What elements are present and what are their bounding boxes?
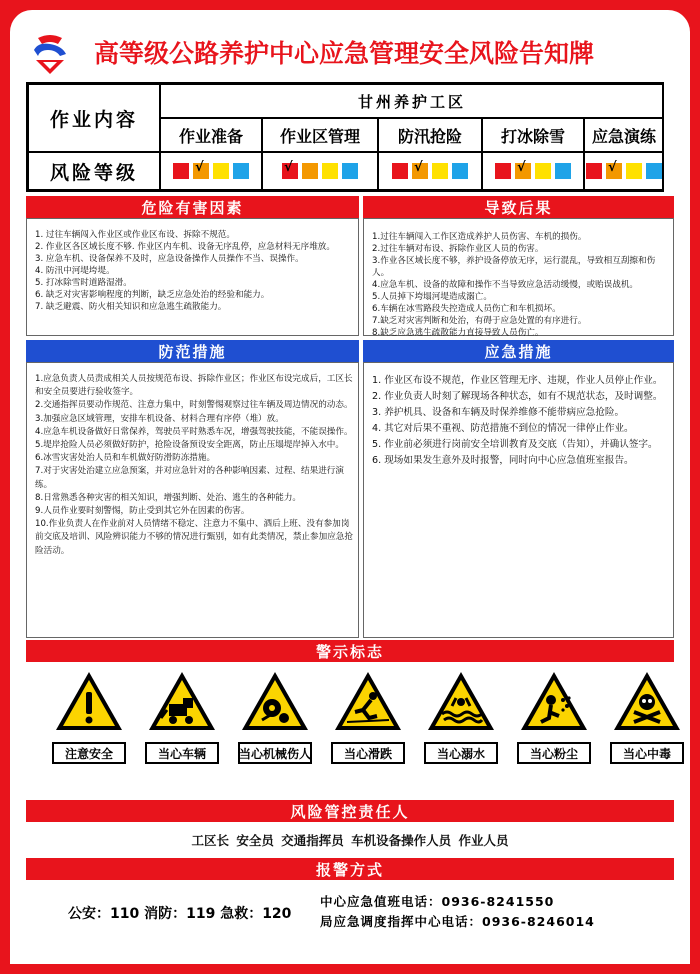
drowning-icon [426, 670, 496, 732]
risk-indicator [262, 152, 378, 190]
warning-sign [426, 670, 496, 761]
public-emergency-numbers: 公安：110 消防：119 急救：120 [68, 906, 292, 922]
list-item: 5.堤岸抢险人员必须做好防护，抢险设备预设安全距离，防止压塌堤岸掉入水中。 [35, 440, 344, 451]
category-cell: 作业准备 [160, 118, 262, 152]
dust-icon [519, 670, 589, 732]
list-item: 7.缺乏对灾害判断和处治，有碍于应急处置的有序进行。 [372, 316, 587, 326]
list-item: 5. 打冰除雪时道路湿滑。 [35, 278, 132, 288]
risk-square [342, 163, 358, 179]
list-item: 7.对于灾害处治建立应急预案，并对应急针对的各种影响因素、过程、结果进行演练。 [35, 466, 344, 490]
list-item: 2. 作业负责人时刻了解现场各种状态，如有不规范状态，及时调整。 [372, 391, 663, 402]
list-item: 4. 其它对后果不重视、防范措施不到位的情况一律停止作业。 [372, 423, 634, 434]
list-item: 2.交通指挥员要动作规范、注意力集中，时刻警惕观察过往车辆及周边情况的动态。 [35, 400, 353, 411]
warning-sign [239, 670, 312, 761]
warning-sign-label: 当心中毒 [610, 742, 684, 764]
hazards-title: 危险有害因素 [26, 196, 359, 218]
responsibility-people: 工区长 安全员 交通指挥员 车机设备操作人员 作业人员 [191, 833, 509, 848]
signs-title: 警示标志 [26, 640, 674, 662]
work-content-label: 作业内容 [28, 84, 160, 152]
list-item: 4.应急车机、设备的故障和操作不当导致应急活动缓慢，或贻误战机。 [372, 280, 639, 290]
list-item: 7. 缺乏避震、防火相关知识和应急逃生疏散能力。 [35, 302, 227, 312]
list-item: 1.过往车辆闯入工作区造成养护人员伤害、车机的损伤。 [372, 232, 587, 242]
prevention-box [26, 362, 359, 638]
dispatch-phone: 局应急调度指挥中心电话：0936-8246014 [320, 914, 595, 929]
risk-square [213, 163, 229, 179]
risk-indicator [378, 152, 482, 190]
emergency-box [363, 362, 674, 638]
signs-area [26, 662, 674, 790]
list-item: 3. 应急车机、设备保养不及时，应急设备操作人员操作不当、误操作。 [35, 254, 304, 264]
machinery-icon [240, 670, 310, 732]
risk-square [646, 163, 662, 179]
risk-square [555, 163, 571, 179]
list-item: 6. 现场如果发生意外及时报警，同时向中心应急值班室报告。 [372, 455, 634, 466]
category-cell: 应急演练 [584, 118, 664, 152]
warning-sign [147, 670, 217, 761]
header [10, 10, 690, 90]
warning-sign-label: 注意安全 [52, 742, 126, 764]
list-item: 8.日常熟悉各种灾害的相关知识，增强判断、处治、逃生的各种能力。 [35, 492, 302, 503]
warning-sign-label: 当心车辆 [145, 742, 219, 764]
list-item: 3.加强应急区域管理，安排车机设备、材料合理有序停（堆）放。 [35, 413, 284, 424]
prevention-list [35, 373, 353, 558]
list-item: 6.冰雪灾害处治人员和车机做好防滑防冻措施。 [35, 453, 216, 464]
exclamation-icon [54, 670, 124, 732]
warning-sign [612, 670, 682, 761]
warning-sign [519, 670, 589, 761]
prevention-title: 防范措施 [26, 340, 359, 362]
list-item: 2. 作业区各区域长度不够. 作业区内车机、设备无序乱停，应急材料无序堆放。 [35, 242, 335, 252]
risk-square [173, 163, 189, 179]
duty-phone: 中心应急值班电话：0936-8241550 [320, 894, 555, 909]
warning-sign-label: 当心机械伤人 [238, 742, 312, 764]
list-item: 9.人员作业要时刻警惕，防止受到其它外在因素的伤害。 [35, 506, 250, 517]
category-cell: 作业区管理 [262, 118, 378, 152]
list-item: 5. 作业前必须进行岗前安全培训教育及交底（告知），并确认签字。 [372, 439, 658, 450]
list-item: 3. 养护机具、设备和车辆及时保养维修不能带病应急抢险。 [372, 407, 625, 418]
warning-sign [54, 670, 124, 761]
list-item: 4. 防汛中河堤垮堤。 [35, 266, 115, 276]
list-item: 1. 过往车辆闯入作业区或作业区布设、拆除不规范。 [35, 230, 235, 240]
emergency-title: 应急措施 [363, 340, 674, 362]
consequences-list [372, 231, 670, 339]
risk-level-label: 风险等级 [28, 152, 160, 190]
risk-square [452, 163, 468, 179]
risk-square [233, 163, 249, 179]
risk-square [193, 163, 209, 179]
risk-square [302, 163, 318, 179]
risk-square [586, 163, 602, 179]
category-cell: 防汛抢险 [378, 118, 482, 152]
risk-indicator [160, 152, 262, 190]
risk-indicator [482, 152, 584, 190]
risk-square [432, 163, 448, 179]
area-name: 甘州养护工区 [160, 84, 664, 118]
vehicle-icon [147, 670, 217, 732]
emergency-list [372, 373, 668, 469]
logo-icon [28, 32, 72, 76]
risk-square [626, 163, 642, 179]
risk-square [392, 163, 408, 179]
list-item: 6. 缺乏对灾害影响程度的判断，缺乏应急处治的经验和能力。 [35, 290, 270, 300]
list-item: 8.缺乏应急逃生疏散能力直接导致人员伤亡。 [372, 328, 544, 338]
work-risk-grid [26, 82, 664, 192]
risk-square [282, 163, 298, 179]
list-item: 1. 作业区布设不规范，作业区管理无序、违规，作业人员停止作业。 [372, 375, 663, 386]
list-item: 4.应急车机设备做好日常保养，驾驶员平时熟悉车况，增强驾驶技能，不能误操作。 [35, 426, 353, 437]
slip-icon [333, 670, 403, 732]
responsibility-title: 风险管控责任人 [26, 800, 674, 822]
notice-board [10, 10, 690, 964]
hazards-list [35, 229, 351, 313]
risk-square [495, 163, 511, 179]
warning-sign-label: 当心溺水 [424, 742, 498, 764]
alarm-title: 报警方式 [26, 858, 674, 880]
warning-sign-label: 当心滑跌 [331, 742, 405, 764]
list-item: 3.作业各区域长度不够，养护设备停放无序，运行混乱，导致相互刮擦和伤人。 [372, 256, 656, 278]
list-item: 6.车辆在冰雪路段失控造成人员伤亡和车机损坏。 [372, 304, 561, 314]
list-item: 1.应急负责人员责成相关人员按规范布设、拆除作业区；作业区布设完成后，工区长和安全员要进行验收签字。 [35, 374, 353, 398]
list-item: 5.人员掉下垮塌河堤造成溺亡。 [372, 292, 492, 302]
category-cell: 打冰除雪 [482, 118, 584, 152]
risk-square [606, 163, 622, 179]
hazards-box [26, 218, 359, 336]
page-title: 高等级公路养护中心应急管理安全风险告知牌 [94, 39, 595, 68]
risk-square [322, 163, 338, 179]
poison-icon [612, 670, 682, 732]
warning-sign [333, 670, 403, 761]
warning-sign-label: 当心粉尘 [517, 742, 591, 764]
risk-square [515, 163, 531, 179]
list-item: 2.过往车辆对布设、拆除作业区人员的伤害。 [372, 244, 544, 254]
list-item: 10.作业负责人在作业前对人员情绪不稳定、注意力不集中、酒后上班、没有参加岗前交底及培训、风险辨识能力不够的情况进行甄别，如有此类情况，禁止参加应急抢险活动。 [35, 519, 353, 556]
risk-indicator [584, 152, 664, 190]
risk-square [535, 163, 551, 179]
risk-square [412, 163, 428, 179]
consequences-box [363, 218, 674, 336]
consequences-title: 导致后果 [363, 196, 674, 218]
